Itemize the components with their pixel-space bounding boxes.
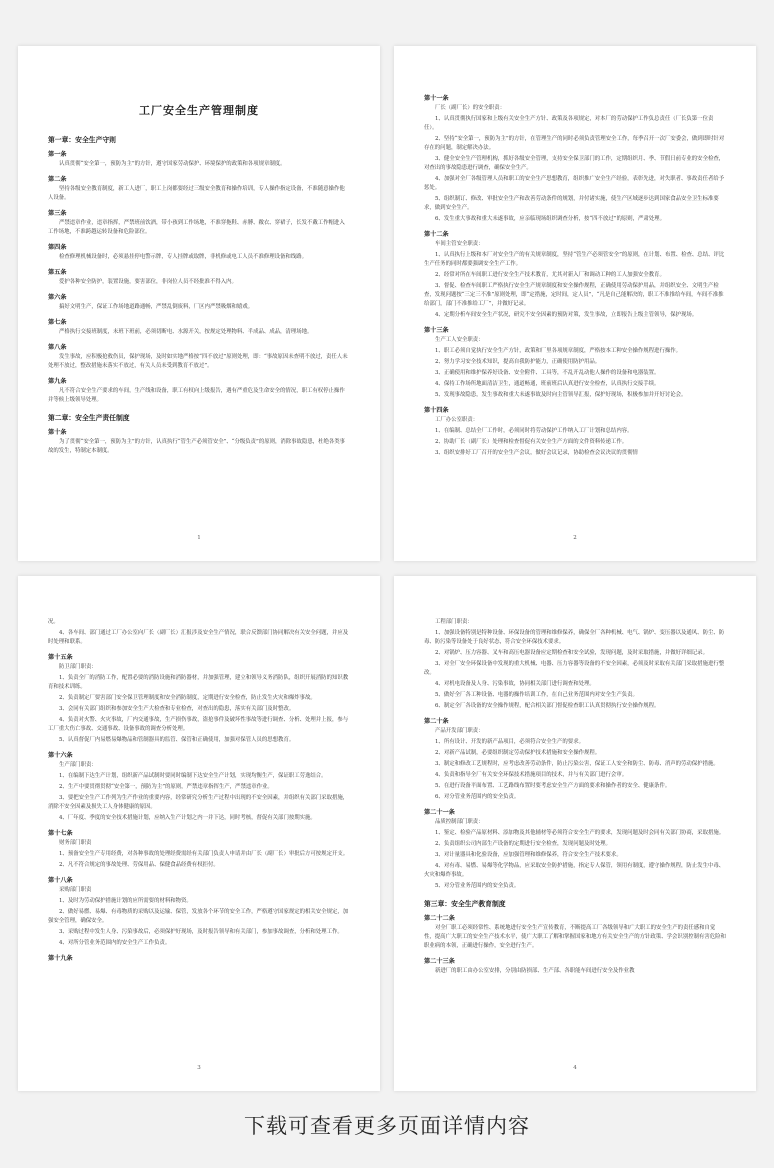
paragraph: 6、发生重大事故和重大未遂事故，应亲临现场组织调查分析，按“四不放过”的原则，严肃处理。	[435, 216, 665, 222]
article-heading: 第四条	[48, 244, 67, 251]
paragraph: 生产部门职责：	[59, 762, 97, 768]
paragraph: 新进厂的职工由办公室安排，分别由防损部、生产部、各职能车间进行安全及作业教	[435, 968, 635, 974]
paragraph: 财务部门职责	[59, 840, 92, 846]
paragraph: 严格执行交接班制度，未班下班前，必须切断电、水源开关，按规定处理物料、半成品、成品，清理场地。	[59, 329, 313, 335]
paragraph: 发生事故，应积极抢救伤员，保护现场，及时如实地严格按“四不放过”原则处理，即：“事故原因未查明不放过，责任人未处理不放过，整改措施未落实不放过，有关人员未受到教育不放过”。	[48, 354, 348, 369]
paragraph: 况。	[48, 619, 59, 625]
article-heading: 第十三条	[424, 327, 449, 334]
chapter-heading: 第一章：安全生产守则	[48, 136, 116, 144]
paragraph: 1、认真贯彻执行国家和上级有关安全生产方针、政策及各项规定，对本厂的劳动保护工作负总责任（厂长负第一位责任）。	[424, 116, 714, 131]
paragraph: 4、负责对火警、火灾事故，厂内交通事故，生产损伤事故，盗抢事件及破坏性事故等进行调查、分析、处理并上报，参与工厂重大伤亡事故、交通事故、设备事故的调查分析处理。	[48, 717, 349, 732]
paragraph: 车间主管安全职责：	[435, 241, 484, 247]
paragraph: 工厂办公室职责：	[435, 417, 479, 423]
article-heading: 第七条	[48, 319, 67, 326]
paragraph: 1、鉴定、检验产品原材料、添加物及其他辅材等必须符合安全生产的要求，发现问题及时会同有关部门协商，采取措施。	[435, 830, 725, 836]
paragraph: 5、对分管业务范围内的安全负责。	[435, 883, 520, 889]
page-number: 4	[573, 1065, 577, 1071]
page-number: 3	[197, 1065, 201, 1071]
article-heading: 第十七条	[48, 830, 73, 837]
paragraph: 1、预备安全生产专用经费，对各种事故的处理经费需经有关部门负责人申请并由厂长（副厂长）审批后方可按规定开支。	[59, 851, 349, 857]
paragraph: 对全厂职工必须经常性、系统地进行安全生产宣传教育，不断提高工厂各级领导和广大职工的安全生产的责任感和自觉性，提高广大职工的安全生产技术水平，使广大职工了解和掌握国家和地方有关安全生产的方针政策、学会识别控制有害危险和职业病的本领，正确进行操作，安全进行生产。	[424, 925, 726, 949]
paragraph: 3、要把安全生产工作列为生产作业的重要内容，经常研究分析生产过程中出现的不安全因素，并组织有关部门采取措施，消除不安全因素及损失工人身体健康的原因。	[48, 795, 349, 810]
paragraph: 1、职工必须自觉执行安全生产方针，政策和厂里各项规章制度，严格按本工种安全操作规程进行操作。	[435, 348, 682, 354]
paragraph: 1、认真执行上级和本厂对安全生产的有关规章制度，坚持“管生产必须管安全”的原则，在计划、布置、检查、总结、评比生产任务的同时都要强调安全生产工作。	[424, 252, 725, 267]
paragraph: 凡不符合安全生产要求的车间，生产线和设备，职工有权向上级报告，遇有严重危及生命安全的情况，职工有权停止操作并等候上级领导处理。	[48, 388, 345, 403]
paragraph: 2、协助厂长（副厂长）处理和检查督促有关安全生产方面的文件资料传递工作。	[435, 439, 628, 445]
paragraph: 1、负责全厂的消防工作，配置必要的消防设施和消防器材，并加强管理，建立和领导义务消防队，组织开展消防的知识教育和技术训练。	[48, 675, 349, 690]
article-heading: 第八条	[48, 344, 67, 351]
article-heading: 第十四条	[424, 407, 449, 414]
paragraph: 5、认真督促厂内易燃易爆物品和管制器具的监管、保管和正确使用，加强对保管人员的思想教育。	[59, 737, 295, 743]
footer-caption: 下载可查看更多页面详情内容	[244, 1114, 530, 1138]
paragraph: 2、负责制定厂要害部门安全保卫管理制度和安全消防制度，定期进行安全检查，防止发生火灾和爆炸事故。	[59, 695, 316, 701]
document-page-3	[18, 576, 380, 1091]
article-heading: 第十条	[48, 429, 67, 436]
paragraph: 2、努力学习安全技术知识，提高自我防护能力，正确使用防护用品。	[435, 359, 601, 365]
paragraph: 5、组织制订、修改、审批安全生产和改善劳动条件的规划，并付诸实施，使生产区域逐步达到国家食品安全卫生标准要求，做到安全生产。	[424, 196, 719, 211]
document-page-2	[394, 46, 756, 561]
paragraph: 1、所有设计、开发的新产品项目，必须符合安全生产的要求。	[435, 739, 584, 745]
paragraph: 6、对分管业务范围内的安全负责。	[435, 794, 520, 800]
paragraph: 2、坚持“安全第一，预防为主”的方针，在管理生产的同时必须负责管理安全工作，每季召开一次厂安委会，做到即时针对存在的问题，制定解决办法。	[424, 136, 725, 151]
article-heading: 第二十一条	[424, 809, 455, 816]
article-heading: 第十二条	[424, 231, 449, 238]
paragraph: 2、生产中要贯彻贯彻“安全第一，预防为主”的原则，严禁违章指挥生产，严禁违章作业。	[59, 784, 273, 790]
paragraph: 4、对有毒、易燃、易爆等化学物品，应采取安全防护措施，指定专人保管，领用有制度，遵守操作规程，防止发生中毒、火灾和爆炸事故。	[424, 863, 725, 878]
paragraph: 3、组织安排好工厂召开的安全生产会议，做好会议记录，协助检查会议决议的贯彻情	[435, 450, 638, 456]
paragraph: 4、保持工作场所地面清洁卫生，通道畅通，班前班后认真进行安全检查，认真执行交接手续。	[435, 381, 660, 387]
paragraph: 2、经常对所在车间职工进行安全生产技术教育，尤其对新入厂和调动工种的工人加强安全教育。	[435, 272, 665, 278]
paragraph: 4、对机电设备及人身、污染事故，协同相关部门进行调查和处理。	[435, 681, 595, 687]
paragraph: 产品开发部门职责：	[435, 728, 484, 734]
paragraph: 3、正确使用和维护保养好设备、安全附件、工具等，不乱开乱动他人操作的设备和电器装置。	[435, 370, 660, 376]
paragraph: 为了贯彻“安全第一，预防为主”的方针，认真执行“管生产必须管安全”、“分级负责”的原则，消除事故隐患，杜绝各类事故的发生，特制定本制度。	[48, 439, 346, 454]
paragraph: 3、对计量器具和化验设备，应加强管理和维修保养，符合安全生产技术要求。	[435, 852, 622, 858]
paragraph: 4、负责和指导全厂有关安全环保技术措施项目的技术，并与有关部门进行会审。	[435, 772, 628, 778]
document-page-1	[18, 46, 380, 561]
article-heading: 第二条	[48, 176, 67, 183]
paragraph: 搞好文明生产，保证工作场地道路通畅，严禁乱倒废料，厂区内严禁吸烟和嬉戏。	[59, 304, 254, 310]
article-heading: 第五条	[48, 269, 67, 276]
chapter-heading: 第三章：安全生产教育制度	[424, 900, 506, 908]
paragraph: 2、对新产品试制，必要组织制定劳动保护技术措施和安全操作规程。	[435, 750, 601, 756]
paragraph: 2、对锅炉、压力容器、叉车和高压电器设备应定期检查和安全试验，发现问题，及时采取措施，并做好详细记录。	[435, 650, 708, 656]
paragraph: 1、及时为劳动保护措施计划的应所需要的材料和物资。	[59, 898, 192, 904]
paragraph: 3、制定和修改工艺规程时，应考虑改善劳动条件，防止污染公害，保证工人安全和防尘、防毒、消声的劳动保护措施。	[435, 761, 719, 767]
paragraph: 4、对所分管业务范围内的安全生产工作负责。	[59, 940, 171, 946]
document-title: 工厂安全生产管理制度	[139, 104, 259, 117]
paragraph: 2、做好易燃、易爆、有毒物质的采购以及运输、保管，发放各个环节的安全工作，严格遵守国家规定的相关安全规定，加强安全管理，确保安全。	[48, 909, 349, 924]
paragraph: 3、对全厂安全环保设备中发现的重大机械、电器、压力容器等设备的不安全因素，必须及时采取有关部门采取措施进行整改。	[424, 661, 725, 676]
paragraph: 严禁违章作业，违章指挥，严禁班前饮酒，带小孩到工作场地，不准穿拖鞋、赤膊、敞衣、穿裙子，长发不戴工作帽进入工作场地，不准跨越运转设备和危险部位。	[48, 220, 345, 235]
paragraph: 厂长（副厂长）的安全职责：	[435, 105, 506, 111]
paragraph: 5、做好全厂各工种设备、电器的操作培训工作，在自己业务范围内对安全生产负责。	[435, 692, 638, 698]
article-heading: 第二十三条	[424, 958, 455, 965]
paragraph: 品质控制部门职责：	[435, 819, 484, 825]
chapter-heading: 第二章：安全生产责任制度	[48, 414, 130, 422]
article-heading: 第十一条	[424, 95, 449, 102]
paragraph: 1、在编制、总结全厂工作时，必须同时将劳动保护工作纳入工厂计划和总结内容。	[435, 428, 633, 434]
article-heading: 第十九条	[48, 955, 73, 962]
article-heading: 第六条	[48, 294, 67, 301]
paragraph: 4、加强对全厂各级管理人员和职工的安全生产思想教育，组织推广安全生产经验，表彰先进，对失职者、事故责任者给予惩处。	[424, 176, 725, 191]
paragraph: 6、制定全厂各设备的安全操作规程，配合相关部门督促检查职工认真贯彻执行安全操作规程。	[435, 703, 660, 709]
paragraph: 1、在编制下达生产计划，组织新产品试制时要同时编制下达安全生产计划，实现均衡生产，保证职工劳逸结合。	[59, 773, 327, 779]
article-heading: 第一条	[48, 151, 67, 158]
article-heading: 第二十条	[424, 718, 449, 725]
paragraph: 3、采购过程中发生人身、污染事故后，必须保护好现场，及时报告领导和有关部门，参加事故调查，分析和处理工作。	[59, 929, 343, 935]
paragraph: 3、会同有关部门组织和参加安全生产大检查和专业检查，对查出的隐患，落实有关部门及时整改。	[59, 706, 295, 712]
paragraph: 防卫部门职责：	[59, 664, 97, 670]
paragraph: 2、负责组织公司内部生产设备的定期进行安全检查，发现问题及时处理。	[435, 841, 611, 847]
paragraph: 2、凡不符合规定的事故处理、劳保用品、保健食品经费有权拒付。	[59, 862, 219, 868]
paragraph: 5、在进行设备平面布置、工艺路线布置时要考虑安全生产方面的要求和操作者的安全、健康条件。	[435, 783, 671, 789]
paragraph: 坚持各级安全教育制度，新工人进厂，职工上岗都要经过三级安全教育和操作培训，专人操作指定设备，不准随意操作他人设备。	[48, 186, 345, 201]
article-heading: 第二十二条	[424, 915, 455, 922]
paragraph: 生产工人安全职责：	[435, 337, 484, 343]
article-heading: 第九条	[48, 378, 67, 385]
paragraph: 认真贯彻“安全第一，预防为主”的方针，遵守国家劳动保护、环境保护的政策和各项规章制度。	[59, 161, 286, 167]
paragraph: 检查修理机械设备时，必须悬挂停电警示牌，专人挂牌或取牌，非机修或电工人员不准修理设备和线路。	[59, 254, 307, 260]
article-heading: 第十八条	[48, 877, 73, 884]
paragraph: 工程部门职责：	[435, 619, 473, 625]
document-page-4	[394, 576, 756, 1091]
article-heading: 第十六条	[48, 752, 73, 759]
paragraph: 3、督促、检查车间职工严格执行安全生产规章制度和安全操作规程，正确使用劳动保护用品，并组织安全、文明生产检查，发现问题按“三定三不准”原则处理，即“定措施，定时间，定人员”，“凡是自己能解决的，职工不准推给车间，车间不准推给部门，部门不准推给工厂”，并做好记录。	[424, 283, 724, 307]
paragraph: 爱护各种安全防护，装置设施，要害部位，非岗位人员不经批准不得入内。	[59, 279, 237, 285]
article-heading: 第三条	[48, 210, 67, 217]
paragraph: 4、各车间、部门通过工厂办公室向厂长（副厂长）汇报涉及安全生产情况，联合反馈部门协同解决有关安全问题，并应及时处理和联系。	[48, 630, 349, 645]
paragraph: 采购部门职责	[59, 887, 92, 893]
paragraph: 4、定期分析车间安全生产状况，研究不安全因素的预防对策，发生事故，立即报告上级主管领导，保护现场。	[435, 312, 698, 318]
paragraph: 4、厂年度、季度的安全技术措施计划，应纳入生产计划之内一并下达，同时考核，督促有关部门按期实施。	[59, 815, 316, 821]
page-number: 2	[573, 535, 577, 541]
article-heading: 第十五条	[48, 654, 73, 661]
paragraph: 3、健全安全生产管理机构，抓好各级安全管理，支持安全保卫部门的工作，定期组织月、季、节假日前专业的安全检查，对查出的事故隐患进行调查，确保安全生产。	[424, 156, 725, 171]
page-number: 1	[197, 535, 201, 541]
paragraph: 5、发现事故隐患，发生事故和重大未遂事故及时向主管领导汇报，保护好现场，积极参加并开好讨论会。	[435, 392, 687, 398]
paragraph: 1、加强设备特别是特种设备、环保设备的管理和维修保养，确保全厂各种机械、电气、锅炉、变压器以及通风、防尘、防毒、防污染等设备处于良好状态，符合安全环保技术要求。	[424, 630, 725, 645]
